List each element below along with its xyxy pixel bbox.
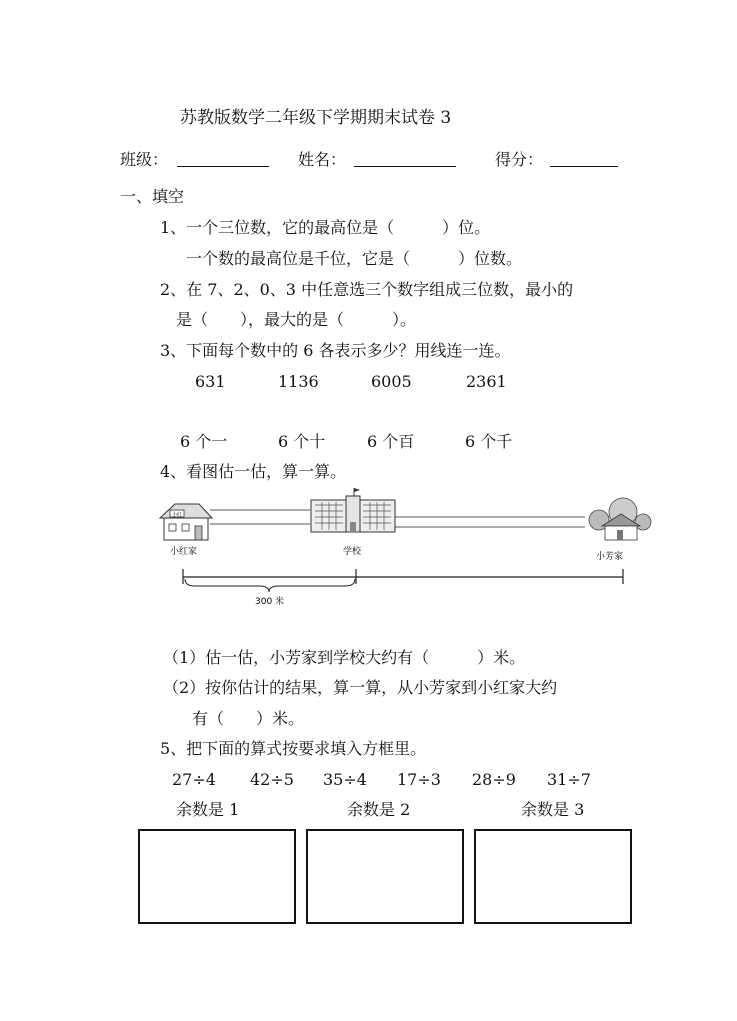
page-title: 苏教版数学二年级下学期期末试卷 3 — [180, 108, 452, 128]
q3-place-value: 6 个十 — [278, 432, 326, 451]
question-4-line: 4、看图估一估，算一算。 — [160, 462, 347, 481]
school-building-icon — [311, 488, 395, 532]
q3-place-value: 6 个百 — [367, 432, 415, 451]
class-blank[interactable] — [177, 152, 269, 167]
q3-number: 631 — [195, 372, 226, 391]
distance-brace — [185, 579, 355, 592]
answer-box-remainder-2[interactable] — [306, 829, 464, 924]
box-label-remainder-1: 余数是 1 — [176, 800, 240, 819]
q3-number: 2361 — [466, 372, 507, 391]
question-2-line-2: 是（ ），最大的是（ ）。 — [176, 310, 417, 329]
distance-label: 300 米 — [255, 597, 285, 607]
box-label-remainder-3: 余数是 3 — [521, 800, 585, 819]
house-icon — [589, 498, 651, 540]
question-3-line: 3、下面每个数中的 6 各表示多少？用线连一连。 — [160, 341, 511, 360]
q3-place-value: 6 个千 — [465, 432, 513, 451]
q5-expression: 28÷9 — [472, 770, 516, 789]
name-label: 姓名： — [298, 150, 347, 169]
q5-expression: 27÷4 — [172, 770, 216, 789]
house-sign-text: 小红 — [171, 512, 183, 518]
box-label-remainder-2: 余数是 2 — [347, 800, 411, 819]
q5-expression: 35÷4 — [323, 770, 367, 789]
right-home-label: 小芳家 — [596, 552, 624, 562]
left-home-label: 小红家 — [170, 547, 198, 557]
q3-number: 1136 — [278, 372, 319, 391]
question-5-line: 5、把下面的算式按要求填入方框里。 — [160, 739, 427, 758]
section-heading: 一、填空 — [120, 187, 185, 206]
question-4-sub-2-line-2: 有（ ）米。 — [192, 709, 305, 728]
q5-expression: 17÷3 — [397, 770, 441, 789]
question-4-sub-1: （1）估一估，小芳家到学校大约有（ ）米。 — [163, 648, 526, 667]
question-1-line-1: 1、一个三位数，它的最高位是（ ）位。 — [160, 218, 491, 237]
question-1-line-2: 一个数的最高位是千位，它是（ ）位数。 — [186, 249, 523, 268]
question-4-sub-2-line-1: （2）按你估计的结果，算一算，从小芳家到小红家大约 — [163, 678, 558, 697]
q5-expression: 31÷7 — [547, 770, 591, 789]
answer-box-remainder-1[interactable] — [138, 829, 296, 924]
name-blank[interactable] — [354, 152, 456, 167]
distance-figure — [155, 486, 660, 611]
house-icon — [160, 504, 212, 540]
q3-number: 6005 — [371, 372, 412, 391]
school-label: 学校 — [343, 547, 362, 557]
q5-expression: 42÷5 — [250, 770, 294, 789]
score-label: 得分： — [495, 150, 544, 169]
q3-place-value: 6 个一 — [180, 432, 228, 451]
question-2-line-1: 2、在 7、2、0、3 中任意选三个数字组成三位数，最小的 — [160, 280, 574, 299]
score-blank[interactable] — [550, 152, 618, 167]
class-label: 班级： — [120, 150, 169, 169]
answer-box-remainder-3[interactable] — [474, 829, 632, 924]
